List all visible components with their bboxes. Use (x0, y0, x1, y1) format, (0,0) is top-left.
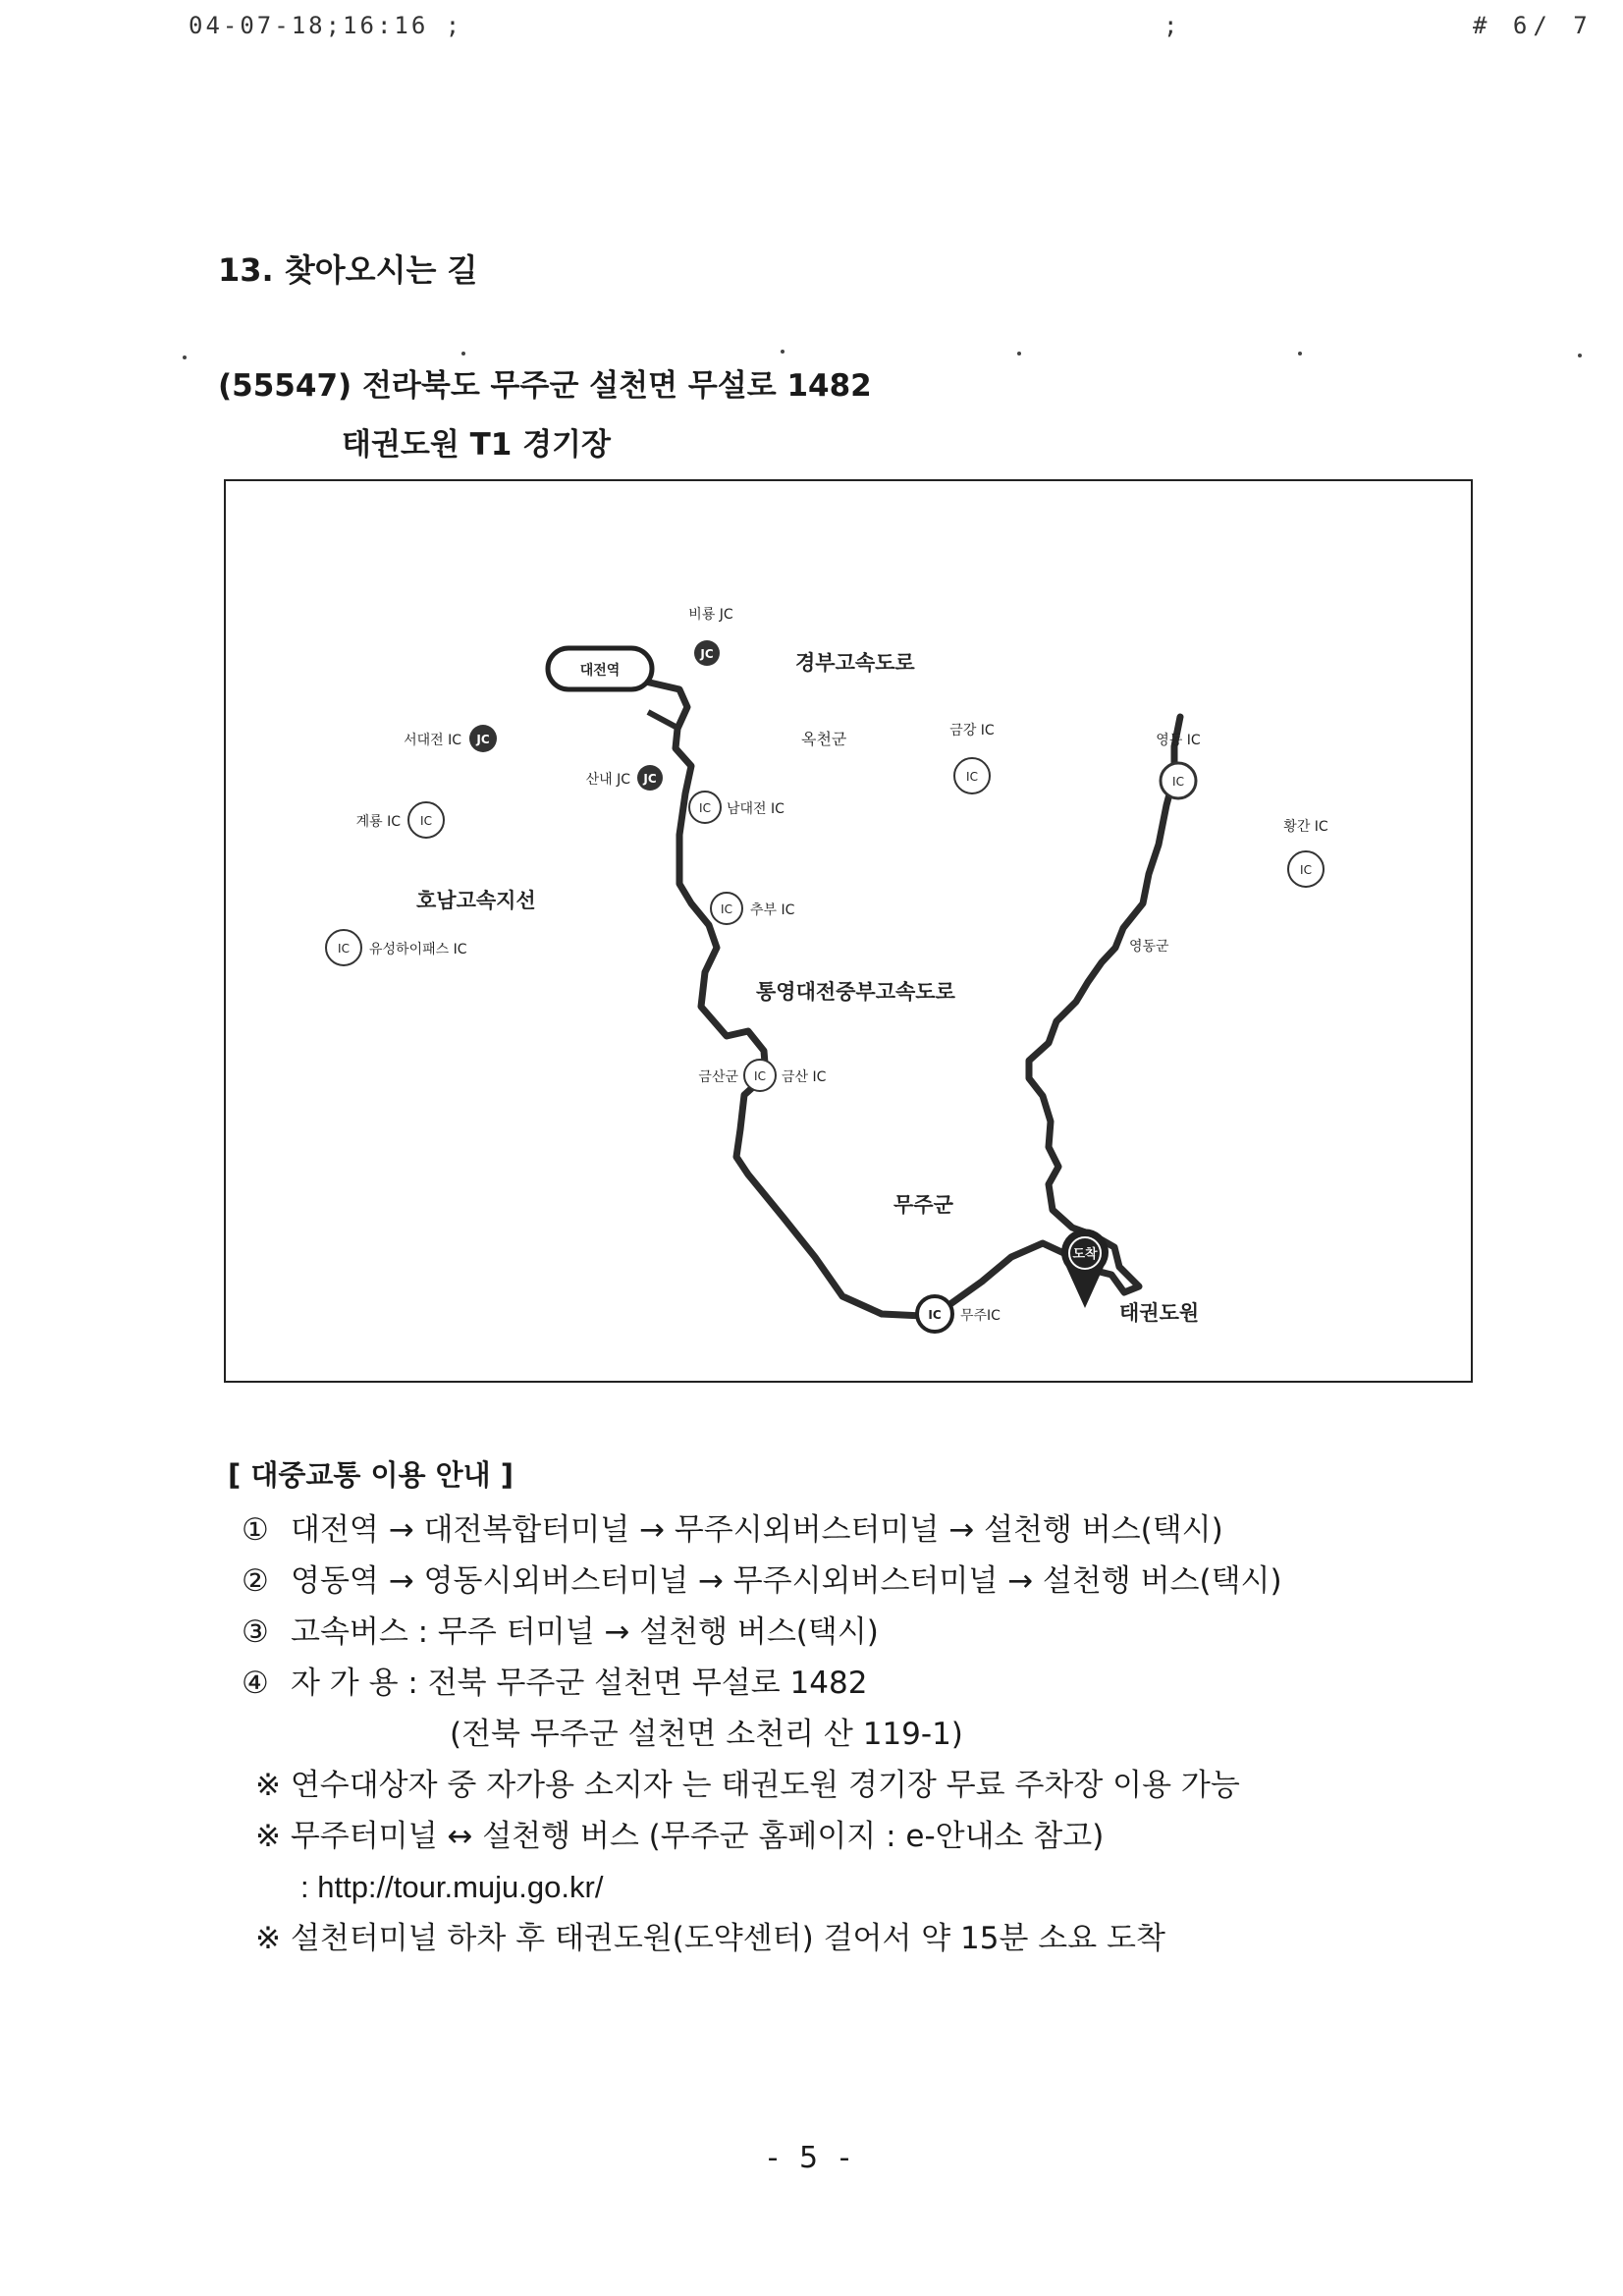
daejeon-station-marker (548, 648, 652, 689)
svg-text:JC: JC (476, 733, 490, 746)
road-branch-jc (648, 712, 676, 727)
route-number: ④ (242, 1666, 269, 1701)
arrival-pin-icon (1061, 1229, 1109, 1308)
svg-text:IC: IC (699, 801, 711, 815)
svg-text:IC: IC (721, 902, 732, 916)
okcheon-gun-label: 옥천군 (801, 730, 847, 748)
route-text: 고속버스 : 무주 터미널 → 설천행 버스(택시) (291, 1614, 879, 1650)
route-item (228, 1658, 1386, 1709)
yeongdong-ic-marker (1161, 763, 1196, 798)
biryong-jc-marker (694, 640, 720, 666)
gyeongbu-expressway-label: 경부고속도로 (795, 651, 915, 675)
walking-note: ※ 설천터미널 하차 후 태권도원(도약센터) 걸어서 약 15분 소요 도착 (255, 1921, 1165, 1956)
page-number: - 5 - (767, 2141, 856, 2175)
sannae-jc-marker (637, 765, 663, 791)
svg-text:IC: IC (754, 1069, 766, 1083)
nam-daejeon-ic-label: 남대전 IC (727, 801, 784, 817)
muju-ic-label: 무주IC (960, 1308, 1001, 1324)
yuseong-hi-pass-ic-label: 유성하이패스 IC (369, 942, 467, 957)
geumsan-ic-marker (744, 1060, 776, 1091)
taekwondowon-label: 태권도원 (1119, 1301, 1200, 1325)
geumgang-ic-marker (954, 758, 990, 793)
svg-text:IC: IC (1300, 863, 1312, 877)
route-map (224, 479, 1473, 1383)
svg-text:IC: IC (966, 770, 978, 784)
fax-header (0, 12, 1623, 51)
chubu-ic-label: 추부 IC (750, 902, 795, 918)
nam-daejeon-ic-marker (689, 792, 721, 823)
gyeryong-ic-marker (408, 802, 444, 838)
yeongdong-gun-label: 영동군 (1129, 939, 1169, 955)
svg-text:IC: IC (338, 942, 350, 956)
svg-text:도착: 도착 (1072, 1247, 1098, 1262)
geumsan-gun-label: 금산군 (698, 1069, 738, 1085)
fax-timestamp: 04-07-18;16:16 ; (189, 12, 463, 39)
route-item (228, 1556, 1386, 1607)
transit-guide (228, 1453, 1386, 1964)
yuseong-hi-pass-ic-marker (326, 930, 361, 965)
fax-separator: ; (1163, 12, 1178, 39)
route-map-canvas (226, 481, 1471, 1381)
route-item (228, 1607, 1386, 1658)
seodaejeon-ic-label: 서대전 IC (404, 733, 461, 748)
honam-branch-label: 호남고속지선 (416, 889, 536, 912)
gyeryong-ic-label: 계룡 IC (355, 814, 401, 830)
chubu-ic-marker (711, 893, 742, 924)
muju-ic-marker (917, 1296, 952, 1332)
transit-heading: [ 대중교통 이용 안내 ] (228, 1458, 514, 1492)
sannae-jc-label: 산내 JC (585, 772, 630, 788)
geumsan-ic-label: 금산 IC (782, 1069, 827, 1085)
svg-text:IC: IC (1172, 775, 1184, 789)
geumgang-ic-label: 금강 IC (949, 723, 995, 738)
route-number: ③ (242, 1614, 269, 1650)
tongyeong-daejeon-jungbu-label: 통영대전중부고속도로 (756, 980, 955, 1004)
fax-page-counter: # 6/ 7 (1473, 12, 1594, 39)
route-text: 대전역 → 대전복합터미널 → 무주시외버스터미널 → 설천행 버스(택시) (291, 1512, 1223, 1548)
route-text: 자 가 용 : 전북 무주군 설천면 무설로 1482 (291, 1666, 868, 1701)
section-title: 13. 찾아오시는 길 (218, 251, 478, 289)
route-number: ② (242, 1563, 269, 1599)
route-text: 영동역 → 영동시외버스터미널 → 무주시외버스터미널 → 설천행 버스(택시) (291, 1563, 1282, 1599)
address-line: (55547) 전라북도 무주군 설천면 무설로 1482 (218, 368, 872, 404)
svg-text:JC: JC (643, 772, 657, 786)
route-4-lot-address: (전북 무주군 설천면 소천리 산 119-1) (450, 1717, 963, 1752)
route-number: ① (242, 1512, 269, 1548)
hwanggan-ic-marker (1288, 851, 1324, 887)
hwanggan-ic-label: 황간 IC (1283, 819, 1328, 835)
seodaejeon-ic-marker (469, 725, 497, 752)
parking-note: ※ 연수대상자 중 자가용 소지자 는 태권도원 경기장 무료 주차장 이용 가능 (255, 1768, 1240, 1803)
tourism-url[interactable]: : http://tour.muju.go.kr/ (300, 1870, 604, 1904)
svg-text:대전역: 대전역 (579, 663, 621, 679)
venue-name: 태권도원 T1 경기장 (342, 427, 611, 463)
svg-text:JC: JC (700, 647, 714, 661)
yeongdong-ic-label: 영동 IC (1156, 733, 1201, 748)
svg-text:IC: IC (420, 814, 432, 828)
biryong-jc-label: 비룡 JC (688, 607, 733, 623)
svg-text:IC: IC (928, 1308, 942, 1322)
muju-gun-label: 무주군 (893, 1193, 953, 1217)
route-item (228, 1504, 1386, 1556)
bus-note: ※ 무주터미널 ↔ 설천행 버스 (무주군 홈페이지 : e-안내소 참고) (255, 1819, 1105, 1854)
